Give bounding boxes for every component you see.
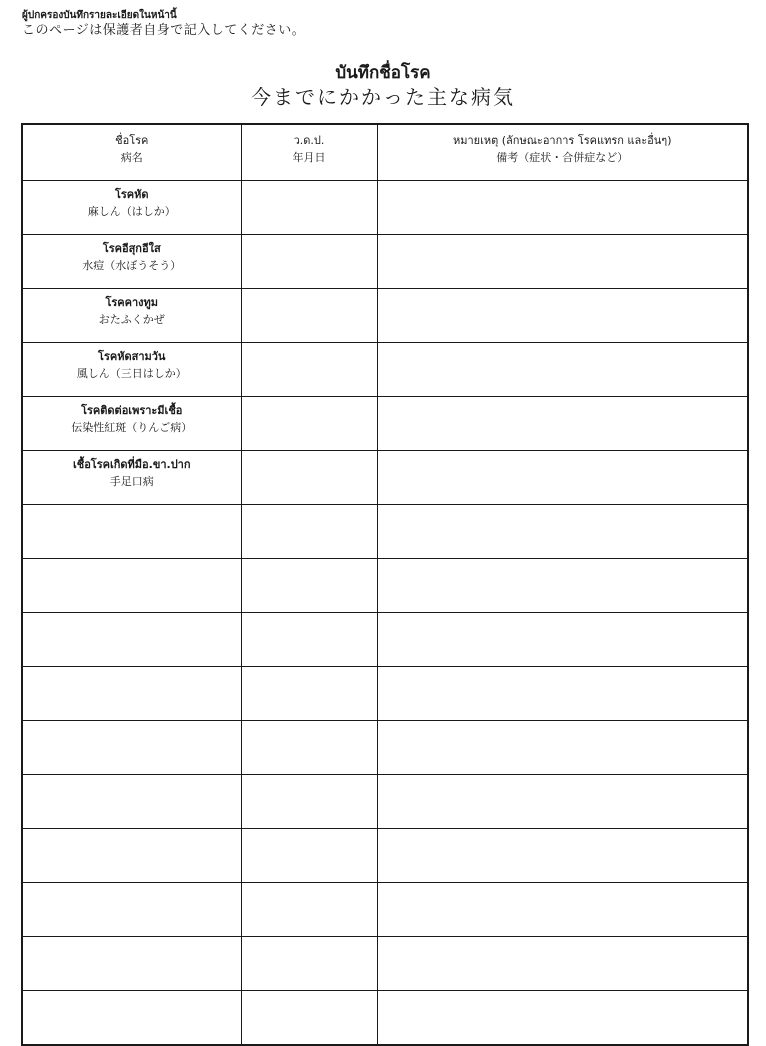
disease-name-japanese: 水痘（水ぼうそう） [82, 259, 182, 272]
disease-name-cell[interactable] [22, 775, 241, 829]
table-row [22, 343, 748, 397]
page-title [0, 62, 766, 110]
header-remarks-japanese: 備考（症状・合併症など） [496, 151, 629, 164]
remarks-cell[interactable] [377, 937, 748, 991]
header-remarks-thai: หมายเหตุ (ลักษณะอาการ โรคแทรก และอื่นๆ) [452, 134, 672, 147]
disease-name-cell[interactable] [22, 667, 241, 721]
remarks-cell[interactable] [377, 721, 748, 775]
table-row [22, 883, 748, 937]
remarks-cell[interactable] [377, 667, 748, 721]
disease-name-thai: โรคติดต่อเพราะมีเชื้อ [81, 404, 183, 417]
guardian-note [22, 10, 305, 39]
disease-name-japanese: 手足口病 [109, 475, 154, 488]
table-row [22, 721, 748, 775]
date-cell[interactable] [241, 667, 377, 721]
disease-name-thai: เชื้อโรคเกิดที่มือ.ขา.ปาก [72, 458, 191, 471]
remarks-cell[interactable] [377, 451, 748, 505]
table-row [22, 937, 748, 991]
disease-name-cell[interactable] [22, 991, 241, 1046]
remarks-cell[interactable] [377, 235, 748, 289]
disease-name-japanese: 麻しん（はしか） [87, 205, 176, 218]
table-row [22, 613, 748, 667]
disease-name-japanese: 伝染性紅斑（りんご病） [71, 421, 193, 434]
date-cell[interactable] [241, 451, 377, 505]
table-row [22, 829, 748, 883]
remarks-cell[interactable] [377, 829, 748, 883]
date-cell[interactable] [241, 721, 377, 775]
header-disease-name-thai: ชื่อโรค [115, 134, 149, 147]
date-cell[interactable] [241, 343, 377, 397]
remarks-cell[interactable] [377, 343, 748, 397]
table-row [22, 397, 748, 451]
disease-name-cell[interactable] [22, 829, 241, 883]
disease-name-cell[interactable] [22, 883, 241, 937]
table-row [22, 235, 748, 289]
date-cell[interactable] [241, 991, 377, 1046]
header-disease-name-japanese: 病名 [120, 151, 143, 164]
disease-name-japanese: 風しん（三日はしか） [76, 367, 187, 380]
table-row [22, 505, 748, 559]
disease-name-cell[interactable] [22, 559, 241, 613]
disease-name-cell [22, 451, 241, 505]
remarks-cell[interactable] [377, 559, 748, 613]
disease-name-cell [22, 181, 241, 235]
disease-name-thai: โรคคางทูม [105, 296, 159, 309]
table-row [22, 289, 748, 343]
date-cell[interactable] [241, 613, 377, 667]
table-body [22, 181, 748, 1046]
disease-name-cell [22, 235, 241, 289]
date-cell[interactable] [241, 289, 377, 343]
page-title-japanese: 今までにかかった主な病気 [251, 85, 515, 109]
header-date-thai: ว.ด.ป. [293, 134, 325, 147]
disease-name-cell[interactable] [22, 505, 241, 559]
header-date [241, 124, 377, 181]
remarks-cell[interactable] [377, 505, 748, 559]
disease-name-japanese: おたふくかぜ [98, 313, 165, 326]
page-title-thai: บันทึกชื่อโรค [335, 63, 431, 83]
table-row [22, 991, 748, 1046]
date-cell[interactable] [241, 559, 377, 613]
date-cell[interactable] [241, 181, 377, 235]
table-row [22, 181, 748, 235]
date-cell[interactable] [241, 775, 377, 829]
remarks-cell[interactable] [377, 397, 748, 451]
date-cell[interactable] [241, 505, 377, 559]
table-row [22, 775, 748, 829]
disease-name-cell [22, 343, 241, 397]
header-disease-name [22, 124, 241, 181]
remarks-cell[interactable] [377, 883, 748, 937]
date-cell[interactable] [241, 883, 377, 937]
disease-name-thai: โรคอีสุกอีใส [102, 242, 161, 255]
date-cell[interactable] [241, 397, 377, 451]
date-cell[interactable] [241, 937, 377, 991]
table-header-row [22, 124, 748, 181]
table-row [22, 667, 748, 721]
illness-record-table [21, 123, 749, 1046]
header-date-japanese: 年月日 [292, 151, 326, 164]
guardian-note-thai: ผู้ปกครองบันทึกรายละเอียดในหน้านี้ [22, 10, 177, 21]
header-remarks [377, 124, 748, 181]
remarks-cell[interactable] [377, 613, 748, 667]
remarks-cell[interactable] [377, 991, 748, 1046]
disease-name-cell[interactable] [22, 613, 241, 667]
disease-name-cell[interactable] [22, 937, 241, 991]
remarks-cell[interactable] [377, 181, 748, 235]
disease-name-cell[interactable] [22, 721, 241, 775]
table-row [22, 559, 748, 613]
guardian-note-japanese: このページは保護者自身で記入してください。 [22, 22, 306, 38]
disease-name-cell [22, 289, 241, 343]
date-cell[interactable] [241, 235, 377, 289]
disease-name-thai: โรคหัด [114, 188, 149, 201]
remarks-cell[interactable] [377, 289, 748, 343]
remarks-cell[interactable] [377, 775, 748, 829]
disease-name-cell [22, 397, 241, 451]
disease-name-thai: โรคหัดสามวัน [98, 350, 166, 363]
date-cell[interactable] [241, 829, 377, 883]
table-row [22, 451, 748, 505]
